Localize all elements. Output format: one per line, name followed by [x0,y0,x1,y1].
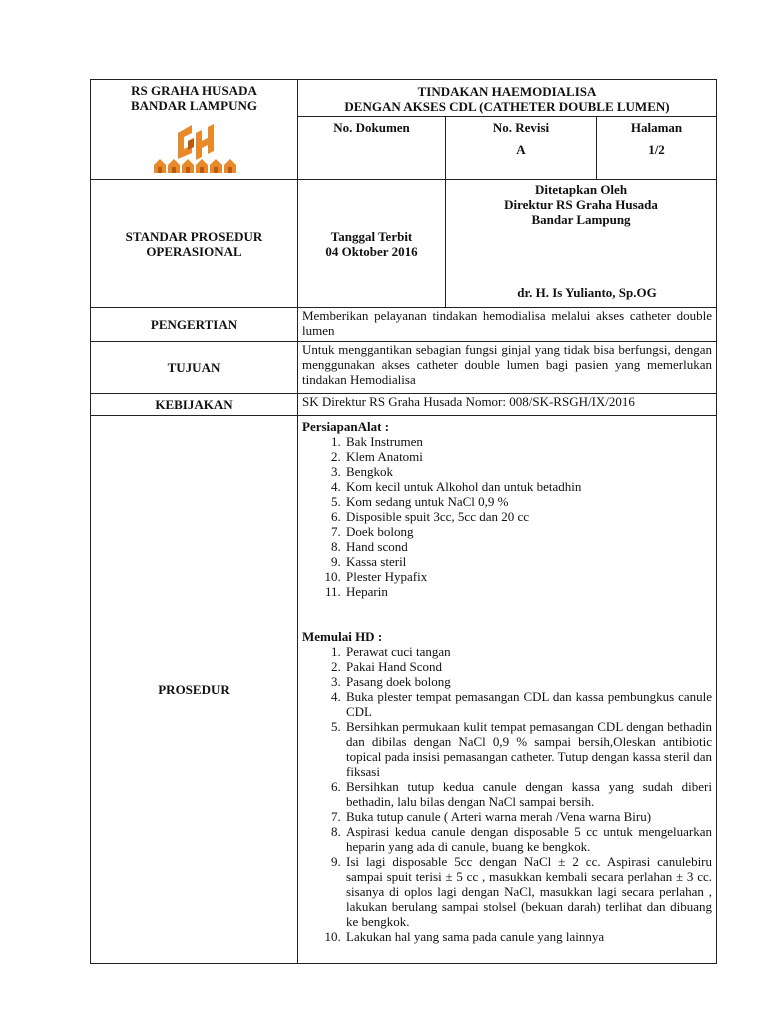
signatory-name: dr. H. Is Yulianto, Sp.OG [517,285,657,300]
list-item: 7. Buka tutup canule ( Arteri warna merah /Vena warna Biru) [344,809,712,824]
list-item: 3. Bengkok [344,464,712,479]
list-item: 3. Pasang doek bolong [344,674,712,689]
revision-cell [446,117,597,180]
doc-number-cell [298,117,446,180]
list-item: 11. Heparin [344,584,712,599]
list-item: 6. Disposible spuit 3cc, 5cc dan 20 cc [344,509,712,524]
list-item: 10. Plester Hypafix [344,569,712,584]
list-item: 2. Klem Anatomi [344,449,712,464]
list-item: 6. Bersihkan tutup kedua canule dengan kassa yang sudah diberi bethadin, lalu bilas dengan NaCl sampai bersih. [344,779,712,809]
prosedur-label: PROSEDUR [91,416,298,964]
approval-line2: Direktur RS Graha Husada [504,197,658,212]
sop-label-cell [91,180,298,308]
list-item: 9. Isi lagi disposable 5cc dengan NaCl ± 2 cc. Aspirasi canulebiru sampai spuit terisi ± 5 cc , masukkan kembali secara perlahan ± 3 cc. sisanya di oplos lagi dengan NaCl, masukkan lagi secara perlahan , lakukan berulang sampai stolsel (bekuan darah) terlihat dan dibuang ke bengkok. [344,854,712,929]
list-item: 7. Doek bolong [344,524,712,539]
list-item: 1. Perawat cuci tangan [344,644,712,659]
sop-table [90,79,717,964]
approval-line3: Bandar Lampung [531,212,631,227]
list-item: 4. Buka plester tempat pemasangan CDL dan kassa pembungkus canule CDL [344,689,712,719]
list-item: 8. Hand scond [344,539,712,554]
list-item: 1. Bak Instrumen [344,434,712,449]
list-item: 4. Kom kecil untuk Alkohol dan untuk betadhin [344,479,712,494]
approval-line1: Ditetapkan Oleh [534,182,628,197]
document-title-line1: TINDAKAN HAEMODIALISA [417,84,597,99]
page-value: 1/2 [648,142,665,157]
sop-document [90,79,716,965]
pengertian-text: Memberikan pelayanan tindakan hemodialisa melalui akses catheter double lumen [298,308,717,342]
page-cell [597,117,717,180]
alat-title: PersiapanAlat : [302,419,390,434]
prosedur-content [298,416,717,964]
approval-cell [446,180,717,308]
issue-date-label: Tanggal Terbit [330,228,413,244]
hospital-logo-icon [148,119,240,177]
hd-list [298,644,716,944]
hd-title: Memulai HD : [302,629,383,644]
hospital-name-line1: RS GRAHA HUSADA [131,83,257,98]
kebijakan-text: SK Direktur RS Graha Husada Nomor: 008/SK-RSGH/IX/2016 [298,394,717,416]
issue-date-cell [298,180,446,308]
hospital-cell [91,80,298,180]
hospital-name-line2: BANDAR LAMPUNG [130,98,258,113]
page-label: Halaman [630,120,683,135]
issue-date-value: 04 Oktober 2016 [325,243,418,259]
list-item: 9. Kassa steril [344,554,712,569]
sop-label-line2: OPERASIONAL [146,243,242,259]
list-item: 2. Pakai Hand Scond [344,659,712,674]
tujuan-label: TUJUAN [91,342,298,394]
document-title-cell [298,80,717,117]
alat-list [298,434,716,599]
document-title-line2: DENGAN AKSES CDL (CATHETER DOUBLE LUMEN) [344,99,670,114]
list-item: 8. Aspirasi kedua canule dengan disposable 5 cc untuk mengeluarkan heparin yang ada di canule, buang ke bengkok. [344,824,712,854]
pengertian-label: PENGERTIAN [91,308,298,342]
doc-number-label: No. Dokumen [333,120,410,135]
revision-value: A [516,142,526,157]
list-item: 5. Kom sedang untuk NaCl 0,9 % [344,494,712,509]
tujuan-text: Untuk menggantikan sebagian fungsi ginjal yang tidak bisa berfungsi, dengan menggunakan akses catheter double lumen bagi pasien yang memerlukan tindakan Hemodialisa [298,342,717,394]
list-item: 5. Bersihkan permukaan kulit tempat pemasangan CDL dengan bethadin dan dibilas dengan NaCl 0,9 % sampai bersih,Oleskan antibiotic topical pada insisi pemasangan catheter. Tutup dengan kassa steril dan fiksasi [344,719,712,779]
revision-label: No. Revisi [492,120,550,135]
list-item: 10. Lakukan hal yang sama pada canule yang lainnya [344,929,712,944]
sop-label-line1: STANDAR PROSEDUR [125,228,263,244]
kebijakan-label: KEBIJAKAN [91,394,298,416]
